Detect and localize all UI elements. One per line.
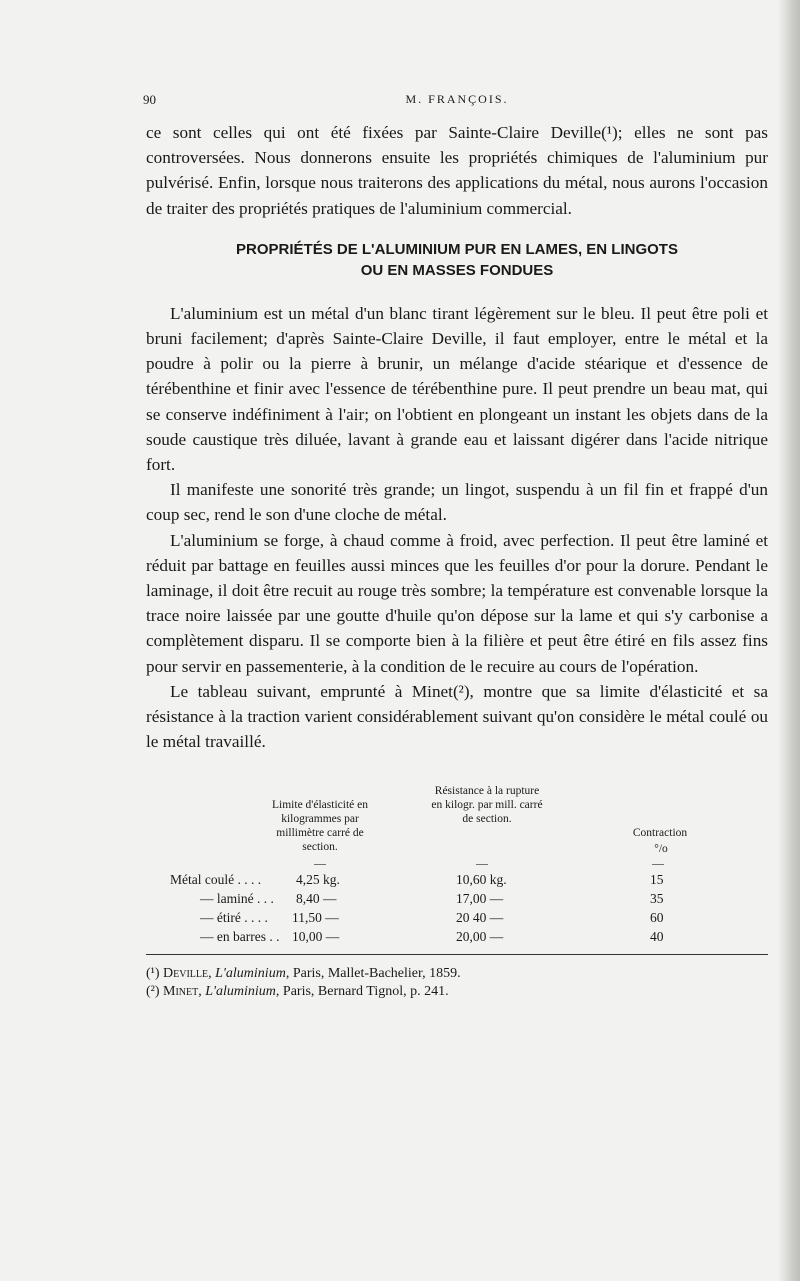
- cell-resistance: 17,00 —: [456, 891, 504, 907]
- footnotes: [146, 965, 768, 1001]
- row-label: — étiré . . . .: [200, 910, 268, 926]
- header-elasticity: Limite d'élasticité en kilogrammes par millimètre carré de section.: [272, 799, 368, 854]
- page-number: 90: [143, 92, 156, 107]
- footnote-mark: (²): [146, 984, 160, 1000]
- cell-elasticity: 10,00 —: [292, 929, 340, 945]
- footnote-author: Minet: [163, 984, 199, 1000]
- footnote-author: Deville: [163, 966, 209, 982]
- paragraph-sonority: Il manifeste une sonorité très grande; un lingot, suspendu à un fil fin et frappé d'un coup sec, rend le son d'une cloche de métal.: [146, 480, 768, 525]
- cell-resistance: 20 40 —: [456, 910, 504, 926]
- footnote-title: L'aluminium: [215, 966, 286, 982]
- cell-elasticity: 4,25 kg.: [296, 872, 340, 888]
- section-heading-line2: OU EN MASSES FONDUES: [360, 261, 554, 279]
- paragraph-table-intro: Le tableau suivant, emprunté à Minet(²), montre que sa limite d'élasticité et sa résistance à la traction varient considérablement suivant qu'on considère le métal coulé ou le métal travaillé.: [146, 681, 768, 752]
- footnote-rule: [146, 954, 768, 955]
- footnote-mark: (¹): [146, 966, 160, 982]
- book-page: [143, 92, 768, 1001]
- footnote: (¹) Deville, L'aluminium, Paris, Mallet-Bachelier, 1859.: [146, 966, 461, 982]
- row-label: — en barres . .: [200, 929, 280, 945]
- intro-paragraph: ce sont celles qui ont été fixées par Sainte-Claire Deville(¹); elles ne sont pas controversées. Nous donnerons ensuite les propriétés chimiques de l'aluminium pur pulvérisé. Enfin, lorsque nous traiterons des applications du métal, nous aurons l'occasion de traiter des propriétés pratiques de l'aluminium commercial.: [146, 123, 768, 218]
- row-label: Métal coulé . . . .: [170, 872, 262, 888]
- footnote: (²) Minet, L'aluminium, Paris, Bernard Tignol, p. 241.: [146, 984, 449, 1000]
- cell-elasticity: 11,50 —: [292, 910, 339, 926]
- properties-table: [146, 774, 768, 945]
- page-header: [143, 92, 768, 120]
- footnote-title: L'aluminium: [205, 984, 276, 1000]
- footnote-rest: , Paris, Bernard Tignol, p. 241.: [275, 984, 449, 1000]
- header-resistance: Résistance à la rupture en kilogr. par mill. carré de section.: [431, 785, 543, 826]
- section-heading-line1: PROPRIÉTÉS DE L'ALUMINIUM PUR EN LAMES, EN LINGOTS: [236, 240, 678, 258]
- header-contraction: Contraction: [632, 827, 688, 840]
- header-dash: —: [314, 856, 326, 871]
- paragraph-appearance: L'aluminium est un métal d'un blanc tirant légèrement sur le bleu. Il peut être poli et bruni facilement; d'après Sainte-Claire Deville, il faut employer, entre le métal et la poudre à polir ou la pierre à brunir, un mélange d'acide stéarique et d'essence de térébenthine et finir avec l'essence de térébenthine pure. Il peut prendre un beau mat, qui se conserve indéfiniment à l'air; on l'obtient en plongeant un instant les objets dans de la soude caustique très diluée, lavant à grande eau et laissant digérer dans l'acide nitrique fort.: [146, 303, 768, 475]
- paragraph-forging: L'aluminium se forge, à chaud comme à froid, avec perfection. Il peut être laminé et réduit par battage en feuilles aussi minces que les feuilles d'or pour la dorure. Pendant le laminage, il doit être recuit au rouge très sombre; la température est convenable lorsque la trace noire laissée par une goutte d'huile qu'on dépose sur la lame et qui s'y carbonise a complètement disparu. Il se comporte bien à la filière et peut être étiré en fils assez fins pour servir en passementerie, à la condition de le recuire au cours de l'opération.: [146, 530, 768, 676]
- cell-contraction: 15: [650, 872, 664, 888]
- section-heading: [146, 239, 768, 281]
- header-dash: —: [652, 856, 664, 871]
- cell-resistance: 10,60 kg.: [456, 872, 507, 888]
- header-contraction-unit: °/o: [654, 843, 668, 856]
- cell-elasticity: 8,40 —: [296, 891, 337, 907]
- running-title: M. FRANÇOIS.: [405, 92, 509, 106]
- footnote-rest: , Paris, Mallet-Bachelier, 1859.: [285, 966, 461, 982]
- row-label: — laminé . . .: [200, 891, 274, 907]
- cell-resistance: 20,00 —: [456, 929, 504, 945]
- header-dash: —: [476, 856, 488, 871]
- cell-contraction: 60: [650, 910, 664, 926]
- cell-contraction: 40: [650, 929, 664, 945]
- cell-contraction: 35: [650, 891, 664, 907]
- page-edge-shadow: [778, 0, 800, 1281]
